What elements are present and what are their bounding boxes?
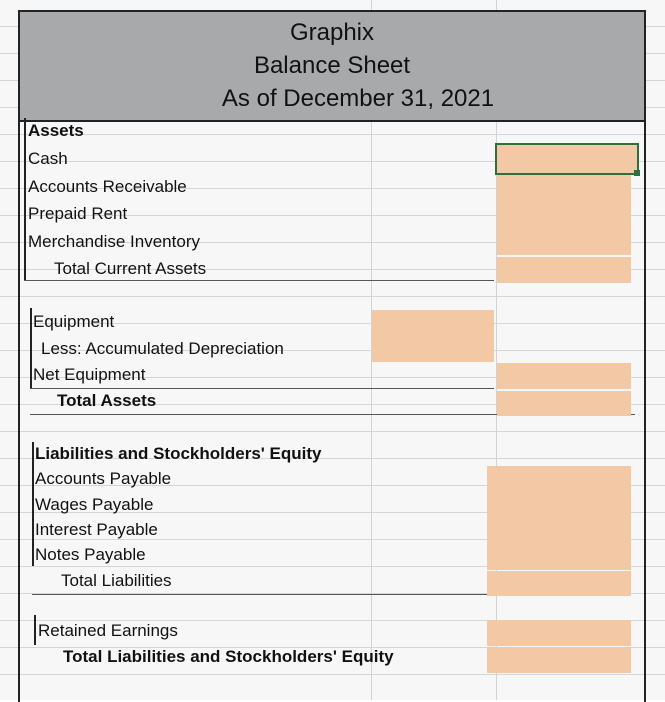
underline-net-equipment xyxy=(30,388,494,389)
total-liabilities-cell[interactable] xyxy=(487,571,631,596)
label-border-equipment xyxy=(30,308,32,388)
total-liabilities-equity-cell[interactable] xyxy=(487,647,631,673)
label-prepaid-rent[interactable]: Prepaid Rent xyxy=(28,204,128,223)
label-net-equipment[interactable]: Net Equipment xyxy=(33,365,146,384)
underline-total-current-assets xyxy=(24,280,494,281)
fill-handle[interactable] xyxy=(634,170,640,176)
label-notes-payable[interactable]: Notes Payable xyxy=(35,545,146,564)
label-accumulated-depreciation[interactable]: Less: Accumulated Depreciation xyxy=(41,339,284,358)
liabilities-amount-cells[interactable] xyxy=(487,466,631,570)
net-equipment-cell[interactable] xyxy=(497,363,631,389)
company-name: Graphix xyxy=(289,19,375,46)
label-border-assets xyxy=(24,118,26,280)
cash-amount-cell[interactable] xyxy=(497,145,637,173)
label-assets[interactable]: Assets xyxy=(28,121,84,140)
underline-total-liabilities xyxy=(32,594,494,595)
label-accounts-payable[interactable]: Accounts Payable xyxy=(35,469,172,488)
current-assets-amount-cells[interactable] xyxy=(497,175,631,255)
equipment-amount-cells[interactable] xyxy=(372,310,494,362)
label-border-liabilities xyxy=(32,442,34,566)
statement-title: Balance Sheet xyxy=(253,52,411,79)
label-total-liabilities[interactable]: Total Liabilities xyxy=(61,571,172,590)
total-current-assets-cell[interactable] xyxy=(497,257,631,283)
total-assets-cell[interactable] xyxy=(497,391,631,416)
label-cash[interactable]: Cash xyxy=(28,149,68,168)
label-border-retained xyxy=(34,615,36,645)
label-total-assets[interactable]: Total Assets xyxy=(57,391,157,410)
sheet-header xyxy=(20,12,644,122)
label-accounts-receivable[interactable]: Accounts Receivable xyxy=(28,177,187,196)
retained-earnings-cell[interactable] xyxy=(487,620,631,646)
label-liabilities-header[interactable]: Liabilities and Stockholders' Equity xyxy=(35,444,322,463)
label-total-current-assets[interactable]: Total Current Assets xyxy=(54,259,207,278)
label-total-liabilities-equity[interactable]: Total Liabilities and Stockholders' Equity xyxy=(63,647,394,666)
label-equipment[interactable]: Equipment xyxy=(33,312,115,331)
label-wages-payable[interactable]: Wages Payable xyxy=(35,495,154,514)
label-interest-payable[interactable]: Interest Payable xyxy=(35,520,158,539)
statement-date: As of December 31, 2021 xyxy=(221,85,495,112)
label-merchandise-inventory[interactable]: Merchandise Inventory xyxy=(28,232,200,251)
label-retained-earnings[interactable]: Retained Earnings xyxy=(38,621,178,640)
